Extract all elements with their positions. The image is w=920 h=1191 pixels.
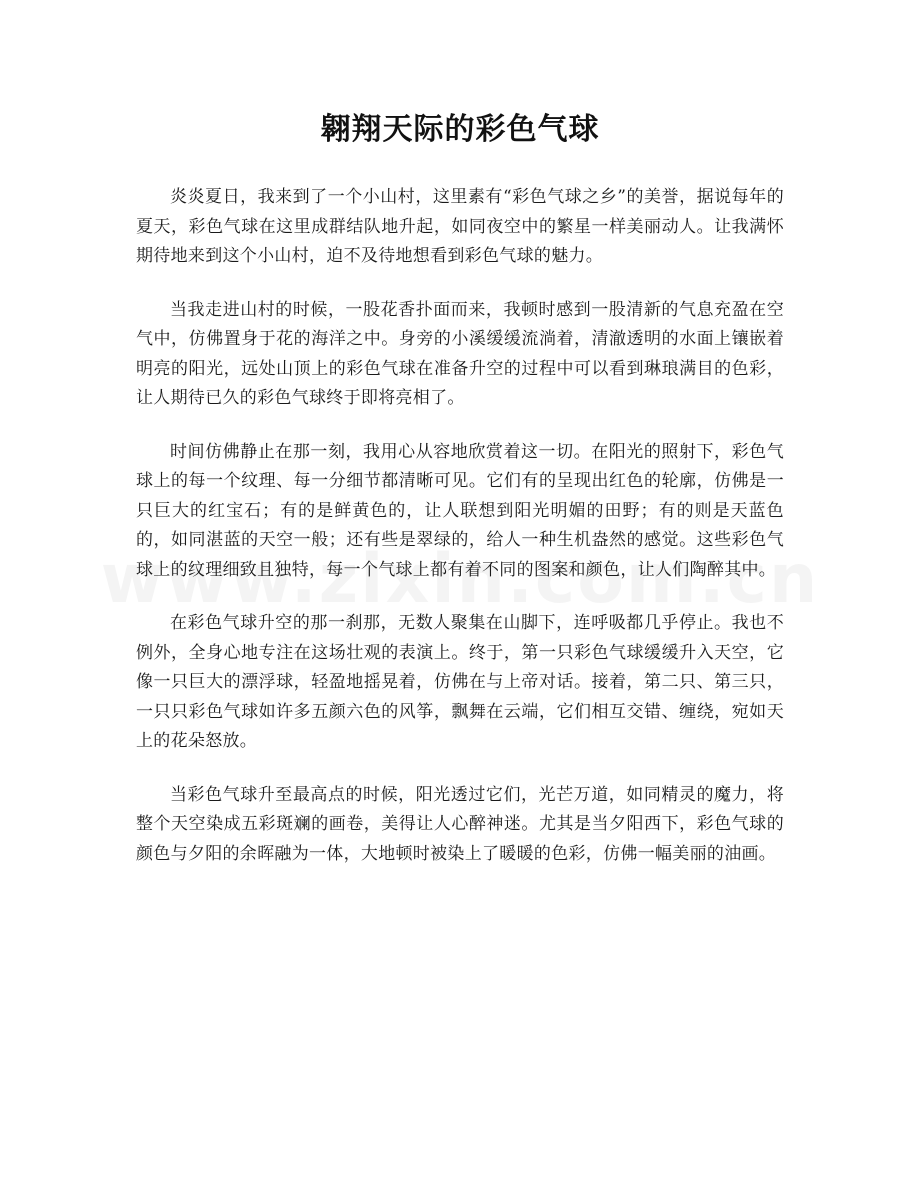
paragraph-2: 当我走进山村的时候，一股花香扑面而来，我顿时感到一股清新的气息充盈在空气中，仿佛置身于花的海洋之中。身旁的小溪缓缓流淌着，清澈透明的水面上镶嵌着明亮的阳光，远处山顶上的彩色气球在准备升空的过程中可以看到琳琅满目的色彩，让人期待已久的彩色气球终于即将亮相了。 — [136, 299, 784, 408]
paragraph-3: 时间仿佛静止在那一刻，我用心从容地欣赏着这一切。在阳光的照射下，彩色气球上的每一个纹理、每一分细节都清晰可见。它们有的呈现出红色的轮廓，仿佛是一只巨大的红宝石；有的是鲜黄色的，让人联想到阳光明媚的田野；有的则是天蓝色的，如同湛蓝的天空一般；还有些是翠绿的，给人一种生机盎然的感觉。这些彩色气球上的纹理细致且独特，每一个气球上都有着不同的图案和颜色，让人们陶醉其中。 — [136, 441, 784, 580]
document-body — [136, 183, 784, 893]
paragraph-4: 在彩色气球升空的那一刹那，无数人聚集在山脚下，连呼吸都几乎停止。我也不例外，全身心地专注在这场壮观的表演上。终于，第一只彩色气球缓缓升入天空，它像一只巨大的漂浮球，轻盈地摇晃着，仿佛在与上帝对话。接着，第二只、第三只，一只只彩色气球如许多五颜六色的风筝，飘舞在云端，它们相互交错、缠绕，宛如天上的花朵怒放。 — [136, 613, 784, 751]
paragraph-1: 炎炎夏日，我来到了一个小山村，这里素有“彩色气球之乡”的美誉，据说每年的夏天，彩色气球在这里成群结队地升起，如同夜空中的繁星一样美丽动人。让我满怀期待地来到这个小山村，迫不及待地想看到彩色气球的魅力。 — [136, 187, 784, 266]
paragraph-5: 当彩色气球升至最高点的时候，阳光透过它们，光芒万道，如同精灵的魔力，将整个天空染成五彩斑斓的画卷，美得让人心醉神迷。尤其是当夕阳西下，彩色气球的颜色与夕阳的余晖融为一体，大地顿时被染上了暖暖的色彩，仿佛一幅美丽的油画。 — [136, 784, 784, 864]
document-title: 翱翔天际的彩色气球 — [320, 112, 600, 147]
